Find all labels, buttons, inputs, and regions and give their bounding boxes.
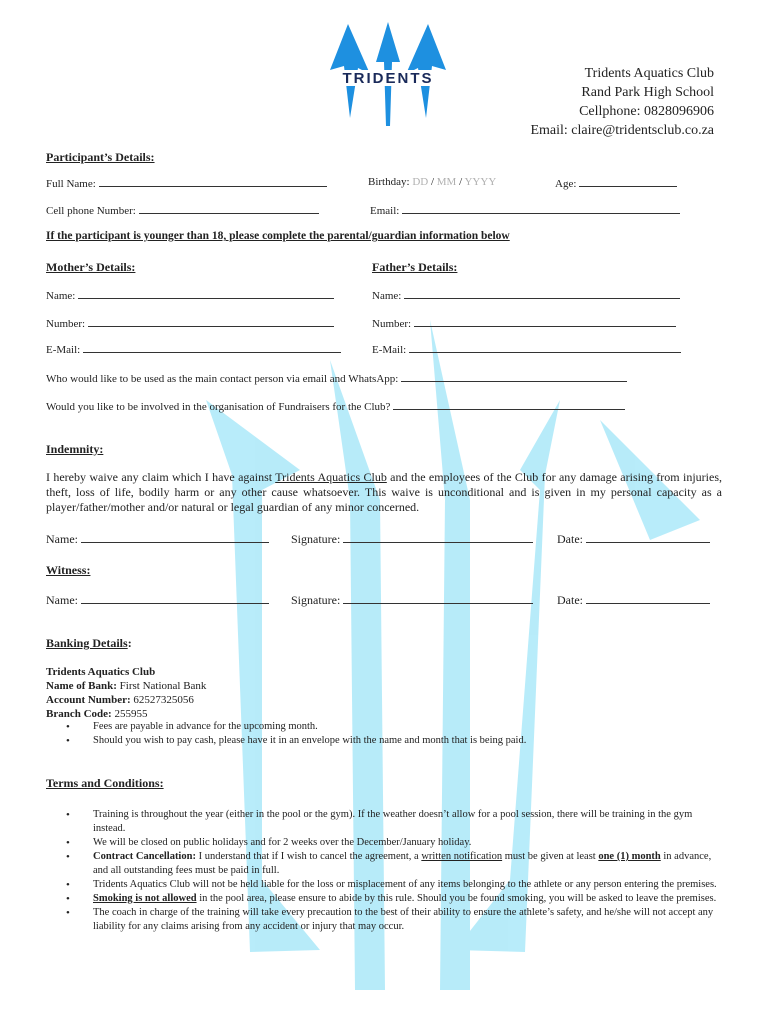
cancellation-label: Contract Cancellation: xyxy=(93,851,196,862)
minor-note: If the participant is younger than 18, please complete the parental/guardian information below xyxy=(46,230,510,242)
banking-details xyxy=(46,665,206,721)
father-name-line[interactable] xyxy=(404,288,680,299)
full-name-line[interactable] xyxy=(99,176,327,187)
cell-label: Cell phone Number: xyxy=(46,205,136,217)
witness-signature-line[interactable] xyxy=(343,593,533,604)
witness-name-field[interactable] xyxy=(46,593,269,608)
school-name: Rand Park High School xyxy=(581,85,714,100)
terms-list xyxy=(46,808,722,934)
father-email-label: E-Mail: xyxy=(372,344,407,356)
witness-date-label: Date: xyxy=(557,593,583,607)
mother-name-line[interactable] xyxy=(78,288,334,299)
branch-code-label: Branch Code: xyxy=(46,708,112,720)
witness-date-field[interactable] xyxy=(557,593,710,608)
father-number-line[interactable] xyxy=(414,316,676,327)
birthday-mm[interactable]: MM xyxy=(436,176,457,188)
cancellation-text-c: in advance, and all outstanding fees must be paid in full. xyxy=(93,851,712,876)
list-item: • Fees are payable in advance for the upcoming month. xyxy=(46,720,736,734)
indemnity-name-line[interactable] xyxy=(81,532,269,543)
witness-signature-field[interactable] xyxy=(291,593,533,608)
father-number-field[interactable] xyxy=(372,316,676,330)
indemnity-name-field[interactable] xyxy=(46,532,269,547)
father-name-label: Name: xyxy=(372,290,402,302)
email: Email: claire@tridentsclub.co.za xyxy=(530,123,714,138)
tridents-logo-icon xyxy=(318,22,458,134)
indemnity-signature-line[interactable] xyxy=(343,532,533,543)
indemnity-name-label: Name: xyxy=(46,532,78,546)
full-name-field[interactable] xyxy=(46,176,327,190)
banking-heading-colon: : xyxy=(127,636,132,650)
birthday-dd[interactable]: DD xyxy=(412,176,429,188)
mother-email-label: E-Mail: xyxy=(46,344,81,356)
witness-name-line[interactable] xyxy=(81,593,269,604)
indemnity-signature-field[interactable] xyxy=(291,532,533,547)
witness-name-label: Name: xyxy=(46,593,78,607)
fundraisers-question[interactable] xyxy=(46,399,625,413)
smoking-text: in the pool area, please ensure to abide by this rule. Should you be found smoking, you will be asked to leave the premises. xyxy=(196,893,717,904)
birthday-field[interactable] xyxy=(368,176,496,188)
mother-name-field[interactable] xyxy=(46,288,334,302)
contact-block xyxy=(530,64,714,140)
mother-email-field[interactable] xyxy=(46,342,341,356)
cancellation-text-a: I understand that if I wish to cancel the agreement, a xyxy=(195,851,422,862)
mother-number-line[interactable] xyxy=(88,316,334,327)
banking-notes xyxy=(46,720,736,748)
father-name-field[interactable] xyxy=(372,288,680,302)
cancellation-text-b: must be given at least xyxy=(502,851,599,862)
age-field[interactable] xyxy=(555,176,677,190)
slash: / xyxy=(430,176,435,188)
participant-email-field[interactable] xyxy=(370,203,680,217)
father-email-field[interactable] xyxy=(372,342,681,356)
witness-heading: Witness: xyxy=(46,563,91,577)
indemnity-date-field[interactable] xyxy=(557,532,710,547)
club-name: Tridents Aquatics Club xyxy=(584,66,714,81)
participant-email-label: Email: xyxy=(370,205,400,217)
bank-name-value: First National Bank xyxy=(119,680,207,692)
contact-person-label: Who would like to be used as the main contact person via email and WhatsApp: xyxy=(46,373,399,385)
father-number-label: Number: xyxy=(372,318,412,330)
list-item: • Tridents Aquatics Club will not be held liable for the loss or misplacement of any items belonging to the athlete or any person entering the premises. xyxy=(46,878,722,892)
mother-name-label: Name: xyxy=(46,290,76,302)
age-line[interactable] xyxy=(579,176,677,187)
indemnity-text-end: and the employees of the Club for any damage arising from injuries, theft, loss of life, bodily harm or any other cause whatsoever. This waive is unconditional and is given in my personal capacity as a player/father/mother and/or natural or legal guardian of any minor concerned. xyxy=(46,470,722,514)
birthday-yyyy[interactable]: YYYY xyxy=(464,176,497,188)
account-number-label: Account Number: xyxy=(46,694,131,706)
svg-text:TRIDENTS: TRIDENTS xyxy=(342,70,434,87)
account-number-value: 62527325056 xyxy=(133,694,194,706)
full-name-label: Full Name: xyxy=(46,178,96,190)
mother-heading: Mother’s Details: xyxy=(46,260,136,274)
indemnity-date-line[interactable] xyxy=(586,532,710,543)
list-item xyxy=(46,850,722,878)
witness-date-line[interactable] xyxy=(586,593,710,604)
age-label: Age: xyxy=(555,178,577,190)
mother-number-label: Number: xyxy=(46,318,86,330)
fundraisers-line[interactable] xyxy=(393,399,625,410)
terms-heading: Terms and Conditions: xyxy=(46,776,164,790)
written-notification: written notification xyxy=(421,851,503,862)
slash: / xyxy=(459,176,463,188)
branch-code-value: 255955 xyxy=(114,708,148,720)
indemnity-text xyxy=(46,470,722,515)
participant-heading: Participant’s Details: xyxy=(46,150,155,164)
indemnity-text-start: I hereby waive any claim which I have against xyxy=(46,470,276,484)
banking-heading-text: Banking Details xyxy=(46,636,128,650)
bank-name-label: Name of Bank: xyxy=(46,680,117,692)
contact-person-question[interactable] xyxy=(46,371,627,385)
list-item: • Should you wish to pay cash, please have it in an envelope with the name and month that is being paid. xyxy=(46,734,736,748)
smoking-not-allowed: Smoking is not allowed xyxy=(93,893,197,904)
list-item xyxy=(46,892,722,906)
mother-email-line[interactable] xyxy=(83,342,341,353)
indemnity-heading: Indemnity: xyxy=(46,442,104,456)
bank-club-name: Tridents Aquatics Club xyxy=(46,666,156,678)
list-item: • The coach in charge of the training will take every precaution to the best of their ability to ensure the athlete’s safety, and he/she will not accept any liability for any claims arising from any accident or injury that may occur. xyxy=(46,906,722,934)
mother-number-field[interactable] xyxy=(46,316,334,330)
list-item: • Training is throughout the year (either in the pool or the gym). If the weather doesn’t allow for a pool session, there will be training in the gym instead. xyxy=(46,808,722,836)
list-item: • We will be closed on public holidays and for 2 weeks over the December/January holiday. xyxy=(46,836,722,850)
one-month: one (1) month xyxy=(598,851,661,862)
banking-heading xyxy=(46,636,132,651)
participant-email-line[interactable] xyxy=(402,203,680,214)
cell-field[interactable] xyxy=(46,203,319,217)
father-email-line[interactable] xyxy=(409,342,681,353)
club-name-link: Tridents Aquatics Club xyxy=(275,470,387,484)
cellphone: Cellphone: 0828096906 xyxy=(579,104,714,119)
witness-signature-label: Signature: xyxy=(291,593,341,607)
birthday-label: Birthday: xyxy=(368,176,410,188)
fundraisers-label: Would you like to be involved in the organisation of Fundraisers for the Club? xyxy=(46,401,391,413)
indemnity-date-label: Date: xyxy=(557,532,583,546)
father-heading: Father’s Details: xyxy=(372,260,458,274)
contact-person-line[interactable] xyxy=(401,371,627,382)
cell-line[interactable] xyxy=(139,203,319,214)
indemnity-signature-label: Signature: xyxy=(291,532,341,546)
